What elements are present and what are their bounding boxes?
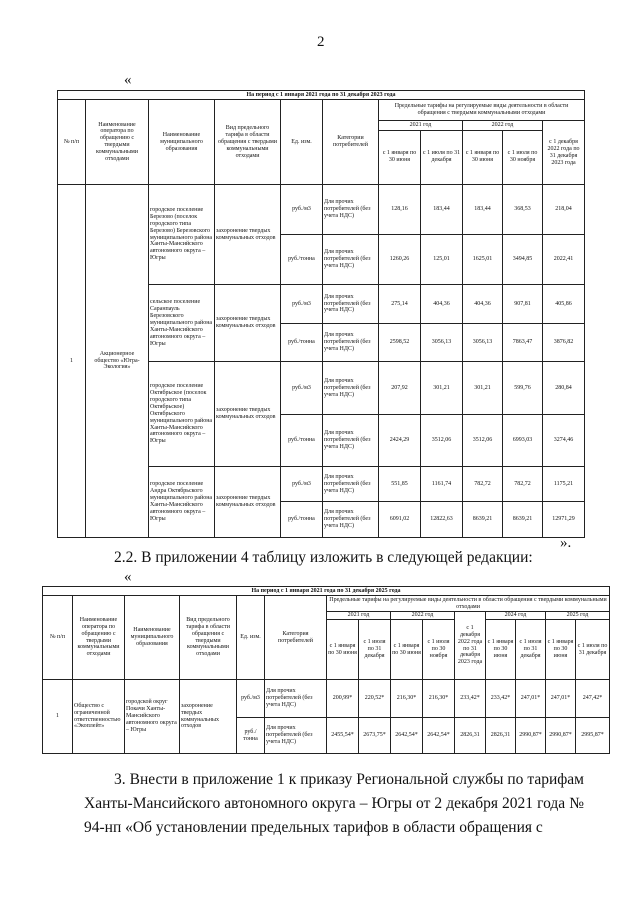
period-col-header: с 1 января по 30 июня [546, 620, 576, 680]
period-col-header: с 1 января по 30 июня [327, 620, 359, 680]
col-header-municipality: Наименование муниципального образования [125, 596, 180, 680]
value-cell: 3494,85 [503, 235, 543, 285]
category-cell: Для прочих потребителей (без учета НДС) [323, 323, 379, 362]
value-cell: 301,21 [463, 362, 503, 414]
value-cell: 1161,74 [421, 466, 463, 502]
value-cell: 218,04 [543, 184, 585, 234]
value-cell: 12971,29 [543, 502, 585, 538]
col-header-unit: Ед. изм. [281, 100, 323, 185]
value-cell: 368,53 [503, 184, 543, 234]
section-2-2-text: 2.2. В приложении 4 таблицу изложить в следующей редакции: [114, 549, 533, 566]
value-cell: 233,42* [455, 680, 486, 718]
value-cell: 301,21 [421, 362, 463, 414]
col-header-num: № п/п [43, 596, 73, 680]
value-cell: 8639,21 [503, 502, 543, 538]
row-number: 1 [58, 184, 86, 537]
col-header-tariff-type: Вид предельного тарифа в области обращения с твердыми коммунальными отходами [215, 100, 281, 185]
value-cell: 782,72 [463, 466, 503, 502]
value-cell: 3512,06 [463, 414, 503, 466]
value-cell: 2990,87* [546, 718, 576, 754]
col-header-operator: Наименование оператора по обращению с твердыми коммунальными отходами [73, 596, 125, 680]
period-col-header: с 1 января по 30 июня [391, 620, 423, 680]
category-cell: Для прочих потребителей (без учета НДС) [323, 285, 379, 324]
value-cell: 207,92 [379, 362, 421, 414]
period-col-header: с 1 июля по 31 декабря [576, 620, 610, 680]
value-cell: 6993,03 [503, 414, 543, 466]
value-cell: 2990,87* [516, 718, 546, 754]
unit-cell: руб./тонна [281, 323, 323, 362]
value-cell: 247,01* [546, 680, 576, 718]
year-header: 2025 год [546, 612, 610, 620]
quote-close-1: ». [560, 535, 572, 551]
value-cell: 216,30* [423, 680, 455, 718]
period-col-header: с 1 января по 30 июня [379, 130, 421, 184]
category-cell: Для прочих потребителей (без учета НДС) [323, 414, 379, 466]
value-cell: 247,42* [576, 680, 610, 718]
value-cell: 907,81 [503, 285, 543, 324]
municipality-cell: городской округ Покачи Ханты-Мансийского автономного округа – Югры [125, 680, 180, 754]
value-cell: 2673,75* [359, 718, 391, 754]
tariff-type-cell: захоронение твердых коммунальных отходов [215, 285, 281, 362]
category-cell: Для прочих потребителей (без учета НДС) [265, 718, 327, 754]
paragraph-3: 3. Внести в приложение 1 к приказу Региональной службы по тарифам Ханты-Мансийского автономного округа – Югры от 2 декабря 2021 года № 94-нп «Об установлении предельных тарифов в области обращения с [84, 771, 584, 836]
value-cell: 220,52* [359, 680, 391, 718]
tariff-type-cell: захоронение твердых коммунальных отходов [215, 362, 281, 466]
year-header: 2021 год [327, 612, 391, 620]
value-cell: 2424,29 [379, 414, 421, 466]
operator-name: Общество с ограниченной ответственностью «Экоплейт» [73, 680, 125, 754]
col-header-operator: Наименование оператора по обращению с твердыми коммунальными отходами [86, 100, 149, 185]
col-header-tariffs: Предельные тарифы на регулируемые виды деятельности в области обращения с твердыми коммунальными отходами [327, 596, 610, 612]
period-col-header: с 1 июля по 31 декабря [516, 620, 546, 680]
value-cell: 125,01 [421, 235, 463, 285]
unit-cell: руб./тонна [237, 718, 265, 754]
value-cell: 183,44 [463, 184, 503, 234]
quote-open-1: « [124, 72, 132, 88]
value-cell: 183,44 [421, 184, 463, 234]
row-number: 1 [43, 680, 73, 754]
value-cell: 2826,31 [455, 718, 486, 754]
tariff-type-cell: захоронение твердых коммунальных отходов [215, 466, 281, 537]
category-cell: Для прочих потребителей (без учета НДС) [323, 235, 379, 285]
period-header: На период с 1 января 2021 года по 31 декабря 2025 года [43, 587, 610, 596]
value-cell: 3056,13 [463, 323, 503, 362]
unit-cell: руб./тонна [281, 414, 323, 466]
unit-cell: руб./м3 [237, 680, 265, 718]
period-col-header: с 1 июля по 30 ноября [503, 130, 543, 184]
tariff-table-2021-2025 [42, 586, 610, 754]
value-cell: 2455,54* [327, 718, 359, 754]
period-col-header: с 1 декабря 2022 года по 31 декабря 2023 года [455, 612, 486, 680]
unit-cell: руб./м3 [281, 362, 323, 414]
value-cell: 404,36 [463, 285, 503, 324]
category-cell: Для прочих потребителей (без учета НДС) [323, 502, 379, 538]
value-cell: 782,72 [503, 466, 543, 502]
municipality-cell: городское поселение Березово (поселок городского типа Березово) Березовского муниципального района Ханты-Мансийского автономного округа – Югры [149, 184, 215, 284]
value-cell: 599,76 [503, 362, 543, 414]
page-number: 2 [317, 34, 325, 50]
period-col-header: с 1 января по 30 июня [463, 130, 503, 184]
col-header-category: Категория потребителей [265, 596, 327, 680]
category-cell: Для прочих потребителей (без учета НДС) [323, 184, 379, 234]
period-col-header: с 1 июля по 30 ноября [423, 620, 455, 680]
value-cell: 2022,41 [543, 235, 585, 285]
value-cell: 2642,54* [423, 718, 455, 754]
value-cell: 405,86 [543, 285, 585, 324]
value-cell: 6091,02 [379, 502, 421, 538]
year-header: 2022 год [463, 121, 543, 130]
value-cell: 3512,06 [421, 414, 463, 466]
tariff-type-cell: захоронение твердых коммунальных отходов [180, 680, 237, 754]
unit-cell: руб./м3 [281, 184, 323, 234]
col-header-municipality: Наименование муниципального образования [149, 100, 215, 185]
period-header: На период с 1 января 2021 года по 31 декабря 2023 года [58, 91, 585, 100]
value-cell: 3274,46 [543, 414, 585, 466]
value-cell: 275,14 [379, 285, 421, 324]
value-cell: 7863,47 [503, 323, 543, 362]
municipality-cell: городское поселение Андра Октябрьского муниципального района Ханты-Мансийского автономного округа – Югры [149, 466, 215, 537]
value-cell: 3876,82 [543, 323, 585, 362]
year-header: 2024 год [486, 612, 546, 620]
period-col-header: с 1 июля по 31 декабря [359, 620, 391, 680]
period-col-header: с 1 июля по 31 декабря [421, 130, 463, 184]
category-cell: Для прочих потребителей (без учета НДС) [323, 362, 379, 414]
value-cell: 233,42* [486, 680, 516, 718]
value-cell: 3056,13 [421, 323, 463, 362]
value-cell: 8639,21 [463, 502, 503, 538]
value-cell: 1625,01 [463, 235, 503, 285]
year-header: 2022 год [391, 612, 455, 620]
value-cell: 12822,63 [421, 502, 463, 538]
value-cell: 216,30* [391, 680, 423, 718]
col-header-tariff-type: Вид предельного тарифа в области обращения с твердыми коммунальными отходами [180, 596, 237, 680]
unit-cell: руб./м3 [281, 285, 323, 324]
municipality-cell: сельское поселение Саранпауль Березовского муниципального района Ханты-Мансийского автономного округа – Югры [149, 285, 215, 362]
tariff-table-2021-2023 [57, 90, 585, 538]
col-header-category: Категории потребителей [323, 100, 379, 185]
unit-cell: руб./тонна [281, 502, 323, 538]
col-header-num: № п/п [58, 100, 86, 185]
unit-cell: руб./м3 [281, 466, 323, 502]
value-cell: 2642,54* [391, 718, 423, 754]
value-cell: 2995,87* [576, 718, 610, 754]
period-col-header: с 1 декабря 2022 года по 31 декабря 2023 года [543, 121, 585, 185]
category-cell: Для прочих потребителей (без учета НДС) [265, 680, 327, 718]
col-header-tariffs: Предельные тарифы на регулируемые виды деятельности в области обращения с твердыми коммунальными отходами [379, 100, 585, 121]
tariff-type-cell: захоронение твердых коммунальных отходов [215, 184, 281, 284]
value-cell: 1175,21 [543, 466, 585, 502]
period-col-header: с 1 января по 30 июня [486, 620, 516, 680]
value-cell: 551,85 [379, 466, 421, 502]
operator-name: Акционерное общество «Югра-Экология» [86, 184, 149, 537]
value-cell: 2826,31 [486, 718, 516, 754]
value-cell: 247,01* [516, 680, 546, 718]
col-header-unit: Ед. изм. [237, 596, 265, 680]
municipality-cell: городское поселение Октябрьское (поселок городского типа Октябрьское) Октябрьского муниципального района Ханты-Мансийского автономного округа – Югры [149, 362, 215, 466]
year-header: 2021 год [379, 121, 463, 130]
value-cell: 200,99* [327, 680, 359, 718]
value-cell: 128,16 [379, 184, 421, 234]
category-cell: Для прочих потребителей (без учета НДС) [323, 466, 379, 502]
value-cell: 2598,52 [379, 323, 421, 362]
quote-open-2: « [124, 569, 132, 585]
value-cell: 1260,26 [379, 235, 421, 285]
value-cell: 280,84 [543, 362, 585, 414]
unit-cell: руб./тонна [281, 235, 323, 285]
value-cell: 404,36 [421, 285, 463, 324]
